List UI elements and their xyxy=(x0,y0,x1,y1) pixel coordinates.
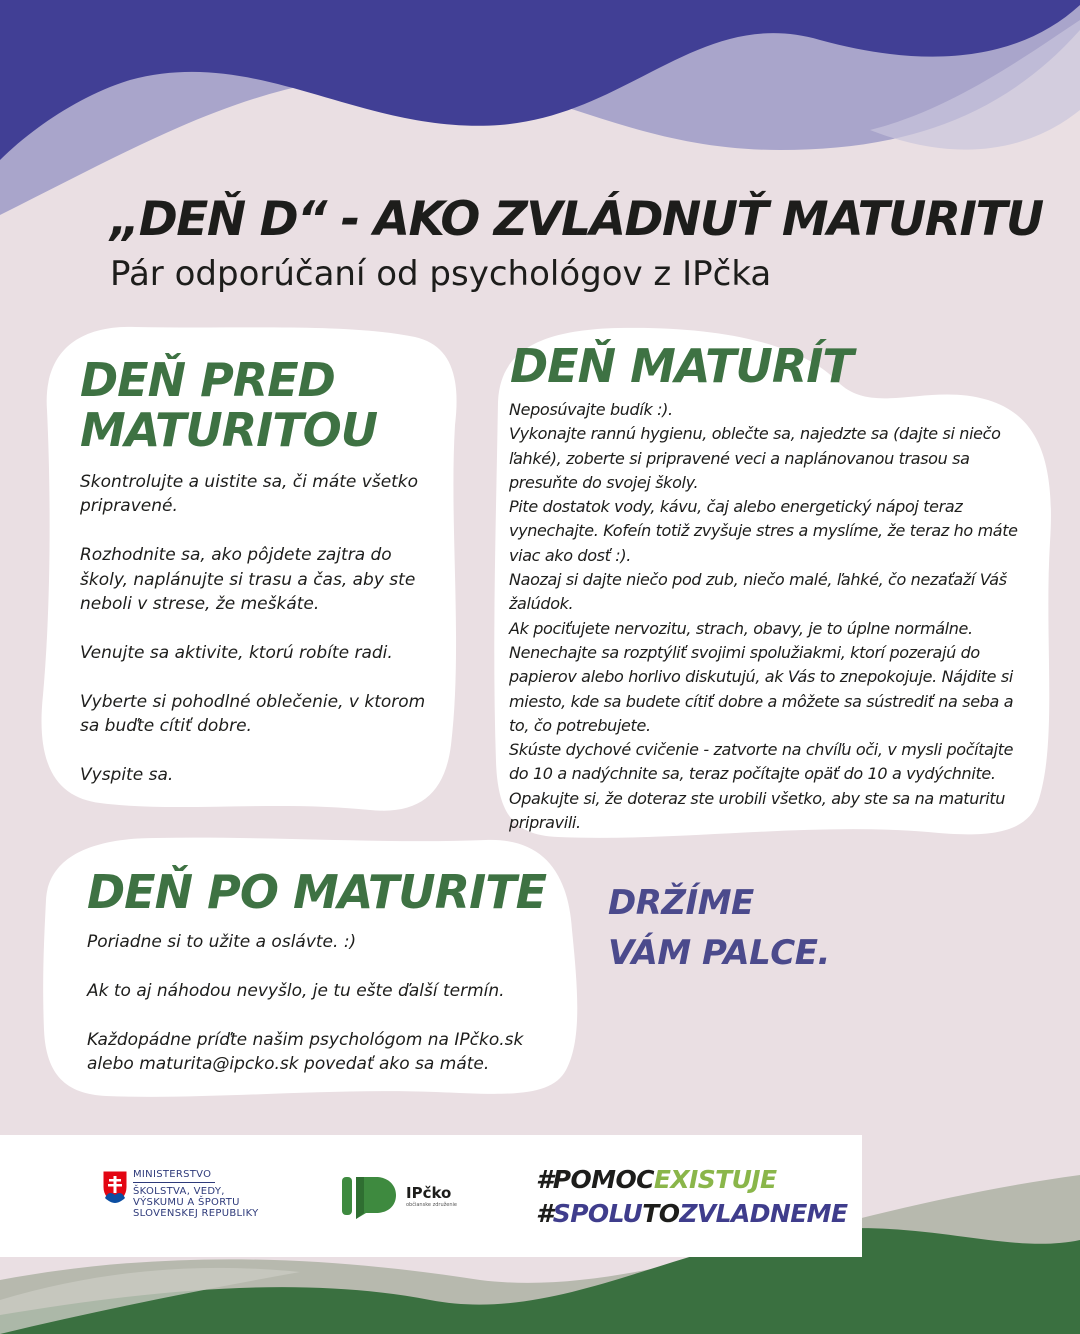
hashtag1-existuje: EXISTUJE xyxy=(653,1165,777,1194)
ministry-logo-text xyxy=(133,1169,273,1219)
card-day-paragraph: Nenechajte sa rozptýliť svojimi spolužiakmi, ktorí pozerajú do papierov alebo horlivo diskutujú, ak Vás to znepokojuje. Nájdite si miesto, kde sa budete cítiť dobre a môžete sa sústrediť na seba a to, čo potrebujete. xyxy=(509,642,1014,735)
card-before-paragraph: Skontrolujte a uistite sa, či máte všetko pripravené. xyxy=(80,472,419,517)
card-after-paragraph: Každopádne príďte našim psychológom na IPčko.sk alebo maturita@ipcko.sk povedať ako sa máte. xyxy=(87,1029,524,1074)
card-after-body xyxy=(87,930,557,1101)
card-after-paragraph: Poriadne si to užite a oslávte. :) xyxy=(87,932,357,952)
card-day-heading: DEŇ MATURÍT xyxy=(510,339,853,393)
card-before-heading-line2: MATURITOU xyxy=(80,402,378,457)
ministry-name-rest: ŠKOLSTVA, VEDY, VÝSKUMU A ŠPORTU SLOVENSKEJ REPUBLIKY xyxy=(133,1186,259,1219)
good-luck-message xyxy=(608,878,830,978)
card-before-heading-line1: DEŇ PRED xyxy=(80,353,335,407)
card-before-paragraph: Rozhodnite sa, ako pôjdete zajtra do školy, naplánujte si trasu a čas, aby ste neboli v strese, že meškáte. xyxy=(80,545,416,615)
hashtag-spolu-to-zvladneme xyxy=(536,1197,847,1231)
card-after-paragraph: Ak to aj náhodou nevyšlo, je tu ešte ďalší termín. xyxy=(87,980,505,1001)
card-day-paragraph: Vykonajte rannú hygienu, oblečte sa, najedzte sa (dajte si niečo ľahké), zoberte si pripravené veci a naplánovanou trasou sa presuňte do svojej školy. xyxy=(509,424,1001,492)
ipcko-name: IPčko xyxy=(406,1184,452,1202)
card-day-paragraph: Ak pociťujete nervozitu, strach, obavy, je to úplne normálne. xyxy=(509,618,973,638)
slovak-coat-of-arms-icon xyxy=(102,1170,128,1204)
hashtag1-pomoc: POMOC xyxy=(552,1165,654,1194)
hashtag2-to: TO xyxy=(642,1199,680,1228)
card-day-paragraph: Skúste dychové cvičenie - zatvorte na chvíľu oči, v mysli počítajte do 10 a nadýchnite sa, teraz počítajte opäť do 10 a vydýchnite. xyxy=(509,740,1014,784)
good-luck-line2: VÁM PALCE. xyxy=(608,933,830,973)
card-day-paragraph: Neposúvajte budík :). xyxy=(509,400,673,419)
ministry-name-line1: MINISTERSTVO xyxy=(133,1169,215,1183)
card-before-paragraph: Venujte sa aktivite, ktorú robíte radi. xyxy=(80,642,393,663)
card-after-heading: DEŇ PO MATURITE xyxy=(87,865,546,919)
card-before-body xyxy=(80,470,430,812)
hashtag1-hash: # xyxy=(536,1165,553,1194)
hashtag2-spolu: SPOLU xyxy=(552,1199,643,1228)
ipcko-tagline: občianske združenie xyxy=(406,1202,457,1208)
hashtag-pomoc-existuje xyxy=(536,1163,847,1197)
ipcko-logo-icon xyxy=(342,1173,398,1219)
hashtag2-zvladneme: ZVLADNEME xyxy=(679,1199,848,1228)
footer-logos-bar xyxy=(0,1135,862,1257)
hashtag2-hash: # xyxy=(536,1199,553,1228)
card-day-body xyxy=(509,398,1024,835)
card-day-paragraph: Pite dostatok vody, kávu, čaj alebo energetický nápoj teraz vynechajte. Kofeín totiž zvyšuje stres a myslíme, že teraz ho máte viac ako dosť :). xyxy=(509,497,1018,565)
hashtags xyxy=(536,1163,847,1231)
good-luck-line1: DRŽÍME xyxy=(608,883,754,923)
card-before-paragraph: Vyspite sa. xyxy=(80,764,174,785)
page-title: „DEŇ D“ - AKO ZVLÁDNUŤ MATURITU xyxy=(110,192,1043,247)
card-day-paragraph: Opakujte si, že doteraz ste urobili všetko, aby ste sa na maturitu pripravili. xyxy=(509,788,1006,833)
card-day-paragraph: Naozaj si dajte niečo pod zub, niečo malé, ľahké, čo nezaťaží Váš žalúdok. xyxy=(509,570,1007,614)
card-before-paragraph: Vyberte si pohodlné oblečenie, v ktorom sa buďte cítiť dobre. xyxy=(80,691,426,737)
page-subtitle: Pár odporúčaní od psychológov z IPčka xyxy=(110,254,772,294)
card-before-heading xyxy=(80,353,440,457)
